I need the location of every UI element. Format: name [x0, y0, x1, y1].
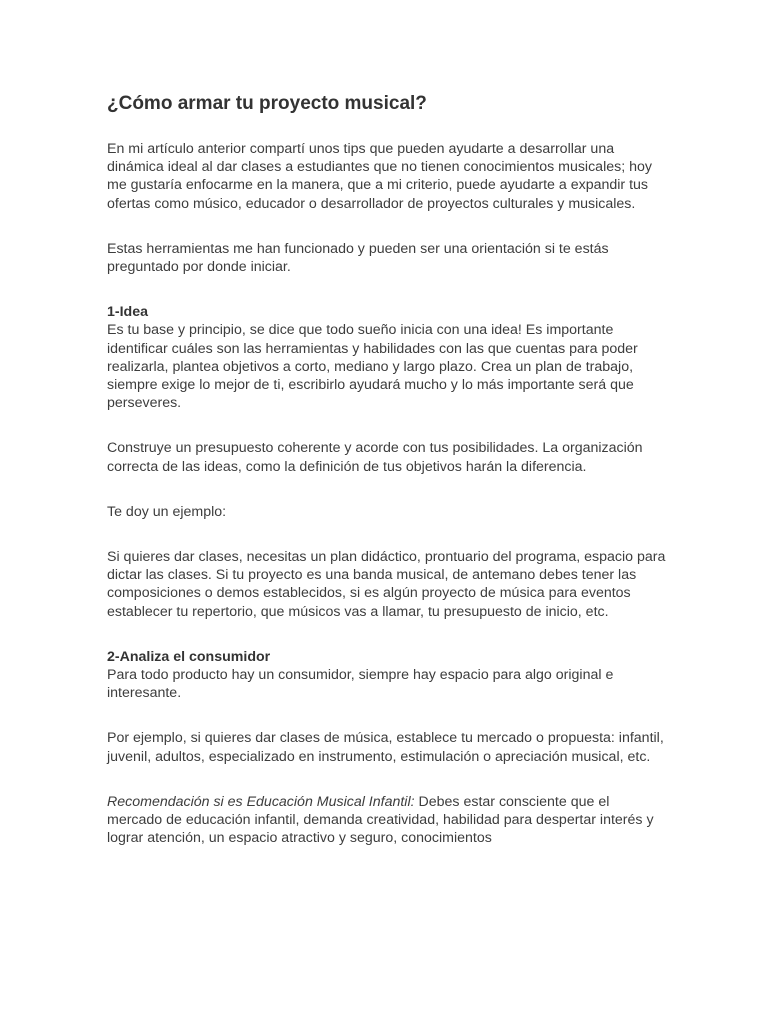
document-title: ¿Cómo armar tu proyecto musical? — [107, 93, 427, 114]
paragraph-intro: En mi artículo anterior compartí unos tips que pueden ayudarte a desarrollar una dinámica ideal al dar clases a estudiantes que no tienen conocimientos musicales; hoy me gustaría enfocarme en la manera, que a mi criterio, puede ayudarte a expandir tus ofertas como músico, educador o desarrollador de proyectos culturales y musicales. — [107, 141, 652, 212]
section-idea-body: Es tu base y principio, se dice que todo sueño inicia con una idea! Es importante identificar cuáles son las herramientas y habilidades con las que cuentas para poder realizarla, plantea objetivos a corto, mediano y largo plazo. Crea un plan de trabajo, siempre exige lo mejor de ti, escribirlo ayudará mucho y lo más importante será que perseveres. — [107, 322, 638, 412]
section-consumer — [107, 648, 667, 703]
section-idea — [107, 303, 667, 412]
document-page — [107, 92, 667, 874]
paragraph-recommendation — [107, 793, 667, 848]
paragraph-example-intro: Te doy un ejemplo: — [107, 503, 227, 520]
paragraph-tools: Estas herramientas me han funcionado y pueden ser una orientación si te estás preguntado por donde iniciar. — [107, 240, 609, 276]
recommendation-label: Recomendación si es Educación Musical Infantil: — [107, 793, 415, 810]
section-idea-heading: 1-Idea — [107, 304, 149, 321]
section-consumer-body: Para todo producto hay un consumidor, siempre hay espacio para algo original e interesante. — [107, 667, 614, 702]
paragraph-budget: Construye un presupuesto coherente y acorde con tus posibilidades. La organización correcta de las ideas, como la definición de tus objetivos harán la diferencia. — [107, 440, 643, 475]
recommendation-body: Debes estar consciente que el mercado de educación infantil, demanda creatividad, habilidad para despertar interés y lograr atención, un espacio atractivo y seguro, conocimientos — [107, 793, 654, 847]
paragraph-market: Por ejemplo, si quieres dar clases de música, establece tu mercado o propuesta: infantil, juvenil, adultos, especializado en instrumento, estimulación o apreciación musical, etc. — [107, 730, 664, 765]
paragraph-example: Si quieres dar clases, necesitas un plan didáctico, prontuario del programa, espacio para dictar las clases. Si tu proyecto es una banda musical, de antemano debes tener las composiciones o demos establecidos, si es algún proyecto de música para eventos establecer tu repertorio, que músicos vas a llamar, tu presupuesto de inicio, etc. — [107, 549, 666, 620]
section-consumer-heading: 2-Analiza el consumidor — [107, 648, 271, 665]
